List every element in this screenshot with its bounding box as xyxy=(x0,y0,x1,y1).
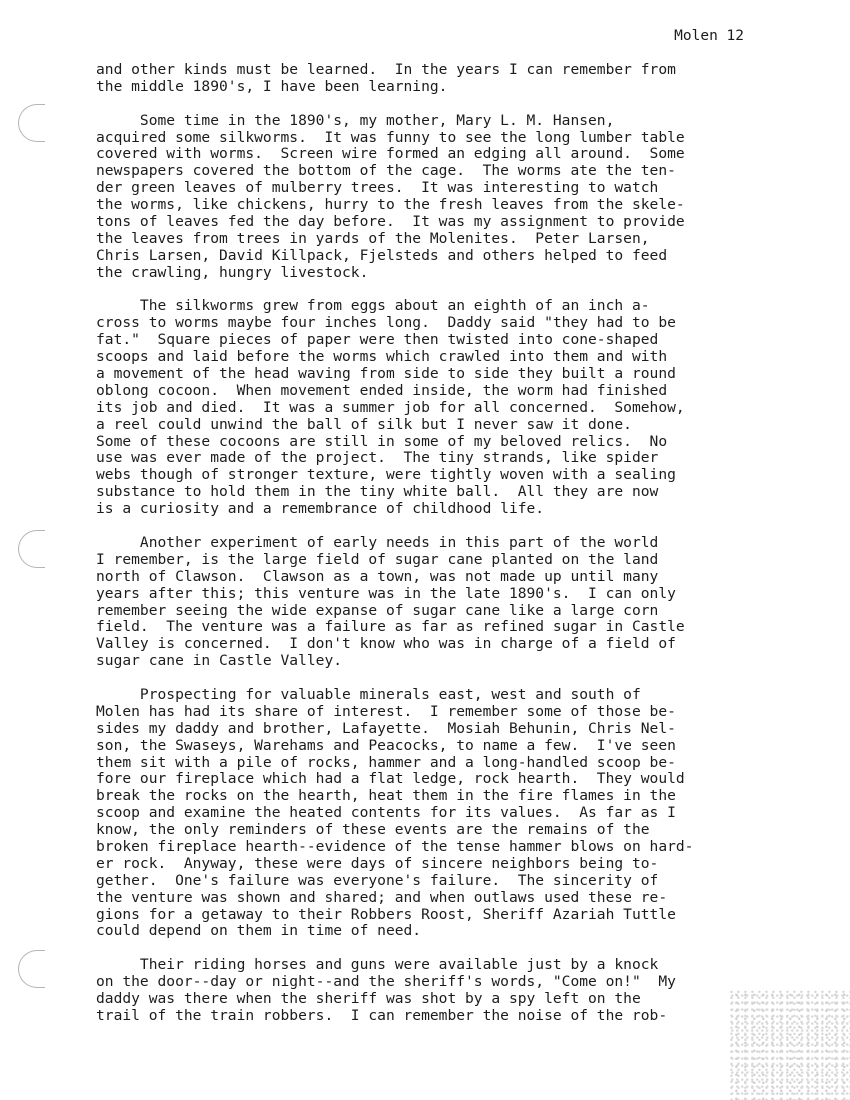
text-line: tons of leaves fed the day before. It was my assignment to provide xyxy=(96,213,685,231)
paragraph xyxy=(96,687,786,940)
text-line: Valley is concerned. I don't know who was in charge of a field of xyxy=(96,635,676,653)
text-line: use was ever made of the project. The tiny strands, like spider xyxy=(96,449,659,467)
text-line: trail of the train robbers. I can remember the noise of the rob- xyxy=(96,1006,668,1024)
text-line: its job and died. It was a summer job for all concerned. Somehow, xyxy=(96,398,685,416)
paragraph xyxy=(96,113,786,282)
text-line: know, the only reminders of these events are the remains of the xyxy=(96,821,650,839)
text-line: a reel could unwind the ball of silk but I never saw it done. xyxy=(96,415,632,433)
text-line: Molen has had its share of interest. I remember some of those be- xyxy=(96,702,676,720)
text-line: on the door--day or night--and the sheriff's words, "Come on!" My xyxy=(96,973,676,991)
text-line: the worms, like chickens, hurry to the fresh leaves from the skele- xyxy=(96,196,685,214)
text-line: cross to worms maybe four inches long. Daddy said "they had to be xyxy=(96,314,676,332)
text-line: oblong cocoon. When movement ended inside, the worm had finished xyxy=(96,381,668,399)
text-line: the venture was shown and shared; and when outlaws used these re- xyxy=(96,888,668,906)
text-line: scoops and laid before the worms which crawled into them and with xyxy=(96,348,668,366)
paragraph xyxy=(96,957,786,1025)
text-line: gions for a getaway to their Robbers Roost, Sheriff Azariah Tuttle xyxy=(96,905,676,923)
text-line: is a curiosity and a remembrance of childhood life. xyxy=(96,500,545,518)
paragraph xyxy=(96,62,786,96)
text-line: fat." Square pieces of paper were then twisted into cone-shaped xyxy=(96,331,659,349)
binder-hole-mark xyxy=(18,104,45,142)
text-line: and other kinds must be learned. In the years I can remember from xyxy=(96,61,676,78)
text-line: covered with worms. Screen wire formed an edging all around. Some xyxy=(96,145,685,163)
text-line: them sit with a pile of rocks, hammer and a long-handled scoop be- xyxy=(96,753,676,771)
text-line: Some time in the 1890's, my mother, Mary L. M. Hansen, xyxy=(96,111,615,129)
text-line: the middle 1890's, I have been learning. xyxy=(96,77,448,95)
text-line: sugar cane in Castle Valley. xyxy=(96,652,343,670)
text-line: Some of these cocoons are still in some of my beloved relics. No xyxy=(96,432,668,450)
text-line: could depend on them in time of need. xyxy=(96,922,422,940)
text-line: gether. One's failure was everyone's failure. The sincerity of xyxy=(96,871,659,889)
paragraph xyxy=(96,535,786,670)
binder-hole-mark xyxy=(18,950,45,988)
text-line: daddy was there when the sheriff was shot by a spy left on the xyxy=(96,989,641,1007)
paragraph xyxy=(96,298,786,518)
text-line: Another experiment of early needs in this part of the world xyxy=(96,533,659,551)
text-line: I remember, is the large field of sugar cane planted on the land xyxy=(96,550,659,568)
text-line: a movement of the head waving from side to side they built a round xyxy=(96,365,676,383)
text-line: sides my daddy and brother, Lafayette. Mosiah Behunin, Chris Nel- xyxy=(96,719,676,737)
text-line: broken fireplace hearth--evidence of the tense hammer blows on hard- xyxy=(96,837,694,855)
page-number-header: Molen 12 xyxy=(674,28,744,44)
text-line: substance to hold them in the tiny white ball. All they are now xyxy=(96,483,659,501)
text-line: fore our fireplace which had a flat ledge, rock hearth. They would xyxy=(96,770,685,788)
text-line: Prospecting for valuable minerals east, west and south of xyxy=(96,685,641,703)
document-body xyxy=(96,62,786,1025)
text-line: scoop and examine the heated contents for its values. As far as I xyxy=(96,804,676,822)
text-line: son, the Swaseys, Warehams and Peacocks, to name a few. I've seen xyxy=(96,736,676,754)
text-line: north of Clawson. Clawson as a town, was not made up until many xyxy=(96,567,659,585)
text-line: newspapers covered the bottom of the cage. The worms ate the ten- xyxy=(96,162,676,180)
text-line: the leaves from trees in yards of the Molenites. Peter Larsen, xyxy=(96,229,650,247)
text-line: The silkworms grew from eggs about an eighth of an inch a- xyxy=(96,297,650,315)
text-line: remember seeing the wide expanse of sugar cane like a large corn xyxy=(96,601,659,619)
text-line: years after this; this venture was in the late 1890's. I can only xyxy=(96,584,676,602)
text-line: Chris Larsen, David Killpack, Fjelsteds and others helped to feed xyxy=(96,246,668,264)
text-line: er rock. Anyway, these were days of sincere neighbors being to- xyxy=(96,854,659,872)
text-line: acquired some silkworms. It was funny to see the long lumber table xyxy=(96,128,685,146)
text-line: der green leaves of mulberry trees. It was interesting to watch xyxy=(96,179,659,197)
binder-hole-mark xyxy=(18,530,45,568)
text-line: the crawling, hungry livestock. xyxy=(96,263,369,281)
text-line: webs though of stronger texture, were tightly woven with a sealing xyxy=(96,466,676,484)
text-line: break the rocks on the hearth, heat them in the fire flames in the xyxy=(96,787,676,805)
text-line: Their riding horses and guns were available just by a knock xyxy=(96,956,659,974)
text-line: field. The venture was a failure as far as refined sugar in Castle xyxy=(96,618,685,636)
